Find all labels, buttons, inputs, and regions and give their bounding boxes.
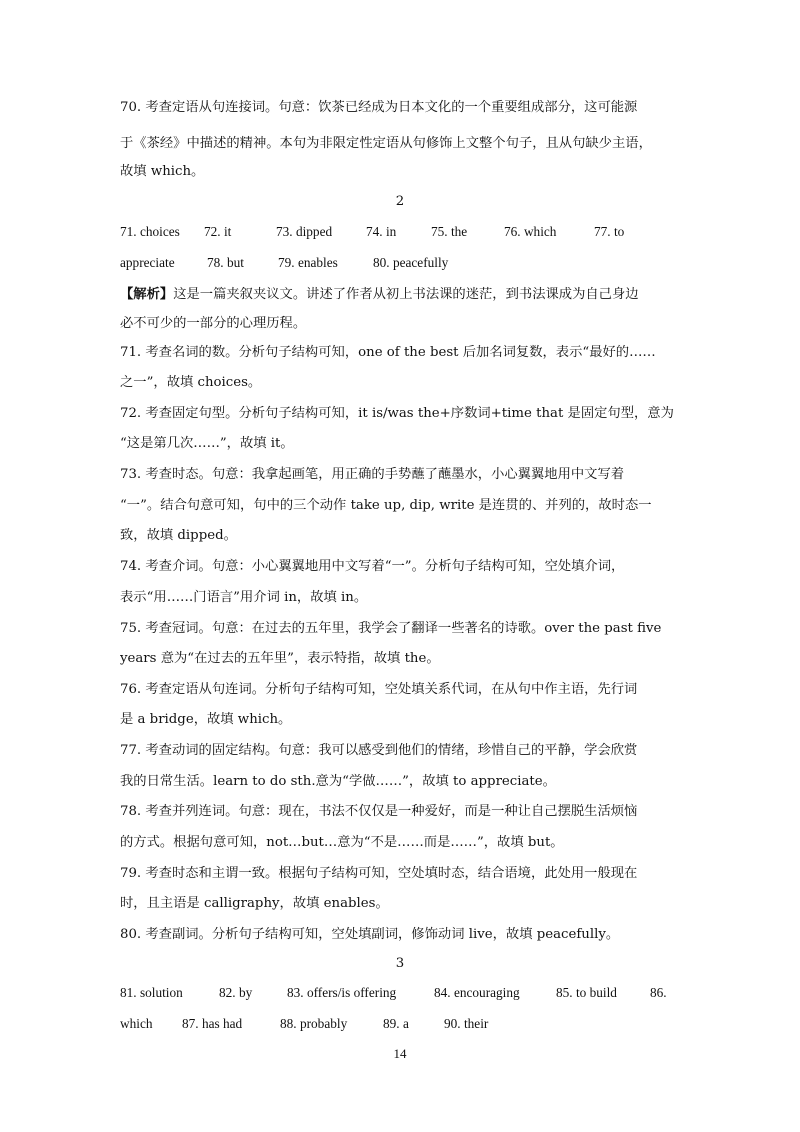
answer-87: 87. has had [182, 1016, 243, 1031]
answer-71: 71. choices [120, 224, 180, 239]
answer-80: 80. peacefully [373, 255, 449, 270]
item-line: 72. 考查固定句型。分析句子结构可知，it is/was the+序数词+time that 是固定句型，意为 [120, 406, 674, 421]
item-line: 的方式。根据句意可知，not…but…意为“不是……而是……”，故填 but。 [120, 835, 564, 850]
item-line: 77. 考查动词的固定结构。句意：我可以感受到他们的情绪，珍惜自己的平静，学会欣赏 [120, 743, 638, 758]
answer-86: 86. [650, 985, 667, 1000]
item-line: 74. 考查介词。句意：小心翼翼地用中文写着“一”。分析句子结构可知，空处填介词， [120, 559, 625, 574]
answer-81: 81. solution [120, 985, 183, 1000]
section-3-number: 3 [395, 956, 405, 971]
p70-line-2: 于《茶经》中描述的精神。本句为非限定性定语从句修饰上文整个句子，且从句缺少主语， [120, 136, 652, 151]
analysis-tag: 【解析】 [120, 287, 174, 302]
item-line: years 意为“在过去的五年里”，表示特指，故填 the。 [120, 651, 440, 666]
item-line: 79. 考查时态和主谓一致。根据句子结构可知，空处填时态，结合语境，此处用一般现在 [120, 866, 638, 881]
item-line: 时，且主语是 calligraphy，故填 enables。 [120, 896, 389, 911]
item-line: 是 a bridge，故填 which。 [120, 712, 292, 727]
item-line: 71. 考查名词的数。分析句子结构可知，one of the best 后加名词复数，表示“最好的…… [120, 345, 656, 360]
item-line: 表示“用……门语言”用介词 in，故填 in。 [120, 590, 368, 605]
answer-73: 73. dipped [276, 224, 333, 239]
item-line: 76. 考查定语从句连词。分析句子结构可知，空处填关系代词，在从句中作主语，先行词 [120, 682, 638, 697]
page-number: 14 [393, 1046, 407, 1061]
answer-82: 82. by [219, 985, 253, 1000]
item-line: 80. 考查副词。分析句子结构可知，空处填副词，修饰动词 live，故填 peacefully。 [120, 927, 620, 942]
answer-75: 75. the [431, 224, 468, 239]
item-line: “这是第几次……”，故填 it。 [120, 436, 294, 451]
analysis-text: 这是一篇夹叙夹议文。讲述了作者从初上书法课的迷茫，到书法课成为自己身边 [173, 287, 639, 302]
answer-89: 89. a [383, 1016, 409, 1031]
answer-79: 79. enables [278, 255, 338, 270]
item-line: 之一”，故填 choices。 [120, 375, 262, 390]
item-line: “一”。结合句意可知，句中的三个动作 take up, dip, write 是连贯的、并列的，故时态一 [120, 498, 652, 513]
item-line: 75. 考查冠词。句意：在过去的五年里，我学会了翻译一些著名的诗歌。over the past five [120, 621, 662, 636]
answer-78: 78. but [207, 255, 244, 270]
answer-90: 90. their [444, 1016, 489, 1031]
p70-line-1: 70. 考查定语从句连接词。句意：饮茶已经成为日本文化的一个重要组成部分，这可能源 [120, 100, 638, 115]
answer-88: 88. probably [280, 1016, 348, 1031]
analysis-line-2: 必不可少的一部分的心理历程。 [120, 316, 307, 331]
p70-line-3: 故填 which。 [120, 164, 205, 179]
answer-77-cont: appreciate [120, 255, 175, 270]
item-line: 致，故填 dipped。 [120, 528, 237, 543]
answer-84: 84. encouraging [434, 985, 520, 1000]
analysis-line-1 [120, 285, 690, 305]
answer-83: 83. offers/is offering [287, 985, 397, 1000]
item-line: 73. 考查时态。句意：我拿起画笔，用正确的手势蘸了蘸墨水，小心翼翼地用中文写着 [120, 467, 625, 482]
answer-76: 76. which [504, 224, 557, 239]
answer-74: 74. in [366, 224, 397, 239]
answer-85: 85. to build [556, 985, 617, 1000]
answer-77: 77. to [594, 224, 625, 239]
answer-86-cont: which [120, 1016, 153, 1031]
item-line: 78. 考查并列连词。句意：现在，书法不仅仅是一种爱好，而是一种让自己摆脱生活烦恼 [120, 804, 638, 819]
answer-72: 72. it [204, 224, 232, 239]
item-line: 我的日常生活。learn to do sth.意为“学做……”，故填 to appreciate。 [120, 774, 556, 789]
section-2-number: 2 [395, 194, 405, 209]
